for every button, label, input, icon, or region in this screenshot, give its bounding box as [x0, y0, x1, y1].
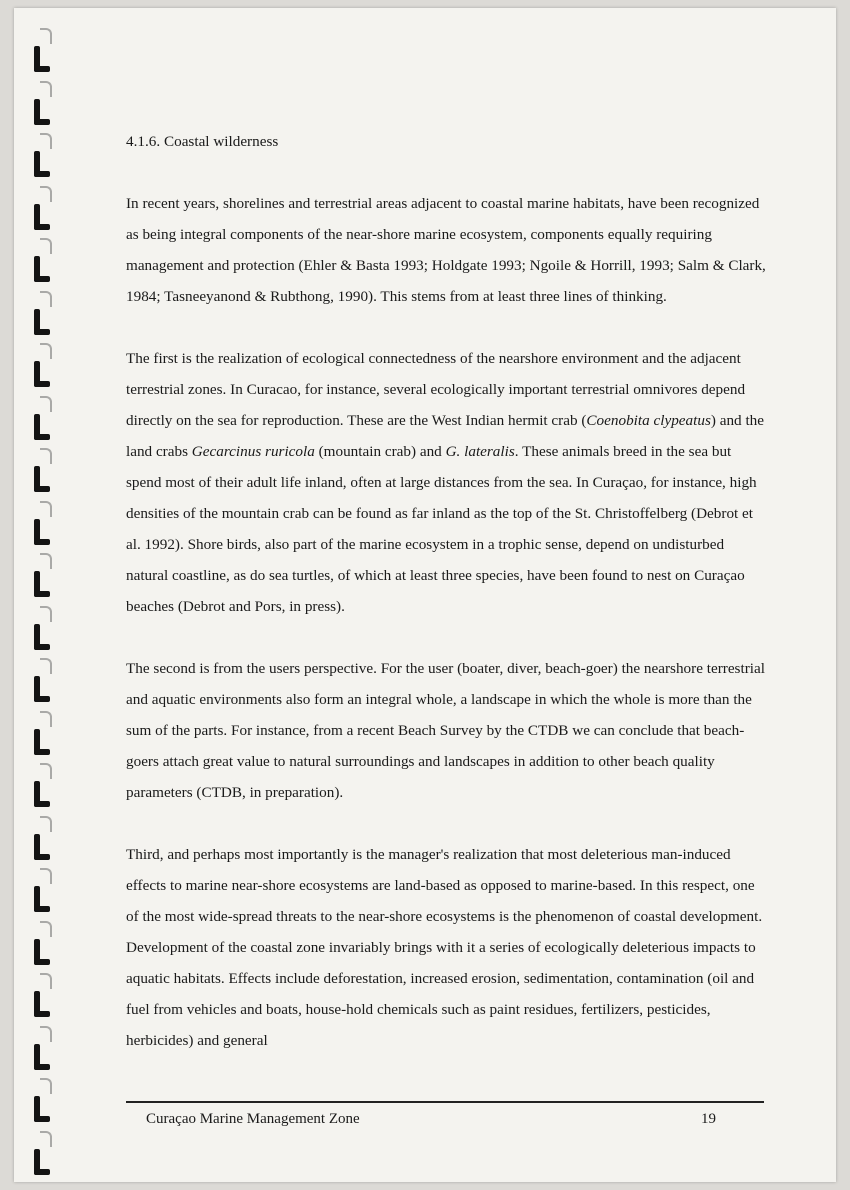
section-heading: 4.1.6. Coastal wilderness — [126, 133, 279, 150]
binding-ring — [28, 151, 50, 177]
binding-ring — [28, 729, 50, 755]
binding-ring — [28, 939, 50, 965]
binding-ring — [28, 309, 50, 335]
footer-rule — [126, 1101, 764, 1103]
binding-ring — [28, 1044, 50, 1070]
binding-ring — [28, 256, 50, 282]
text-run: The first is the realization of ecological connectedness of the nearshore environment and the adjacent terrestrial zones. In Curacao, for instance, several ecologically important terrestrial omnivores depend directly on the sea for reproduction. These are the West Indian hermit crab ( — [126, 350, 746, 429]
paragraph-intro — [126, 188, 766, 312]
text-run: Third, and perhaps most importantly is the manager's realization that most deleterious man-induced effects to marine near-shore ecosystems are land-based as opposed to marine-based. In this respect, one of the most wide-spread threats to the near-shore ecosystems is the phenomenon of coastal development. Development of the coastal zone invariably brings with it a series of ecologically deleterious impacts to aquatic habitats. Effects include deforestation, increased erosion, sedimentation, contamination (oil and fuel from vehicles and boats, house-hold chemicals such as paint residues, fertilizers, pesticides, herbicides) and general — [126, 846, 763, 1049]
text-run: (mountain crab) and — [314, 443, 446, 460]
binding-ring — [28, 781, 50, 807]
footer-title: Curaçao Marine Management Zone — [146, 1111, 360, 1127]
binding-ring — [28, 676, 50, 702]
text-run: . These animals breed in the sea but spend most of their adult life inland, often at large distances from the sea. In Curaçao, for instance, high densities of the mountain crab can be found as far inland as the top of the St. Christoffelberg (Debrot et al. 1992). Shore birds, also part of the marine ecosystem in a trophic sense, depend on undisturbed natural coastline, as do sea turtles, of which at least three species, have been found to nest on Curaçao beaches (Debrot and Pors, in press). — [126, 443, 757, 615]
binding-ring — [28, 361, 50, 387]
binding-ring — [28, 991, 50, 1017]
binding-ring — [28, 414, 50, 440]
binding-ring — [28, 1149, 50, 1175]
binding-ring — [28, 624, 50, 650]
binding-ring — [28, 1096, 50, 1122]
binding-ring — [28, 886, 50, 912]
paragraph-second-point — [126, 653, 766, 808]
page-number: 19 — [701, 1111, 716, 1127]
text-run: In recent years, shorelines and terrestrial areas adjacent to coastal marine habitats, have been recognized as being integral components of the near-shore marine ecosystem, components equally requiring management and protection (Ehler & Basta 1993; Holdgate 1993; Ngoile & Horrill, 1993; Salm & Clark, 1984; Tasneeyanond & Rubthong, 1990). This stems from at least three lines of thinking. — [126, 195, 766, 305]
text-run: ) and the land crabs — [126, 412, 764, 460]
binding-ring — [28, 571, 50, 597]
paragraph-first-point — [126, 343, 766, 622]
binding-ring — [28, 99, 50, 125]
binding-ring — [28, 834, 50, 860]
italic-species-name: G. lateralis — [445, 443, 515, 460]
text-run: The second is from the users perspective. For the user (boater, diver, beach-goer) the nearshore terrestrial and aquatic environments also form an integral whole, a landscape in which the whole is more than the sum of the parts. For instance, from a recent Beach Survey by the CTDB we can conclude that beach-goers attach great value to natural surroundings and landscapes in addition to other beach quality parameters (CTDB, in preparation). — [126, 660, 765, 801]
comb-binding — [28, 38, 56, 1188]
italic-species-name: Gecarcinus ruricola — [191, 443, 315, 460]
binding-ring — [28, 519, 50, 545]
binding-ring — [28, 466, 50, 492]
paragraph-third-point — [126, 839, 766, 1056]
document-page — [14, 8, 836, 1182]
page-content — [126, 126, 766, 1087]
binding-ring — [28, 204, 50, 230]
italic-species-name: Coenobita clypeatus — [586, 412, 711, 429]
binding-ring — [28, 46, 50, 72]
